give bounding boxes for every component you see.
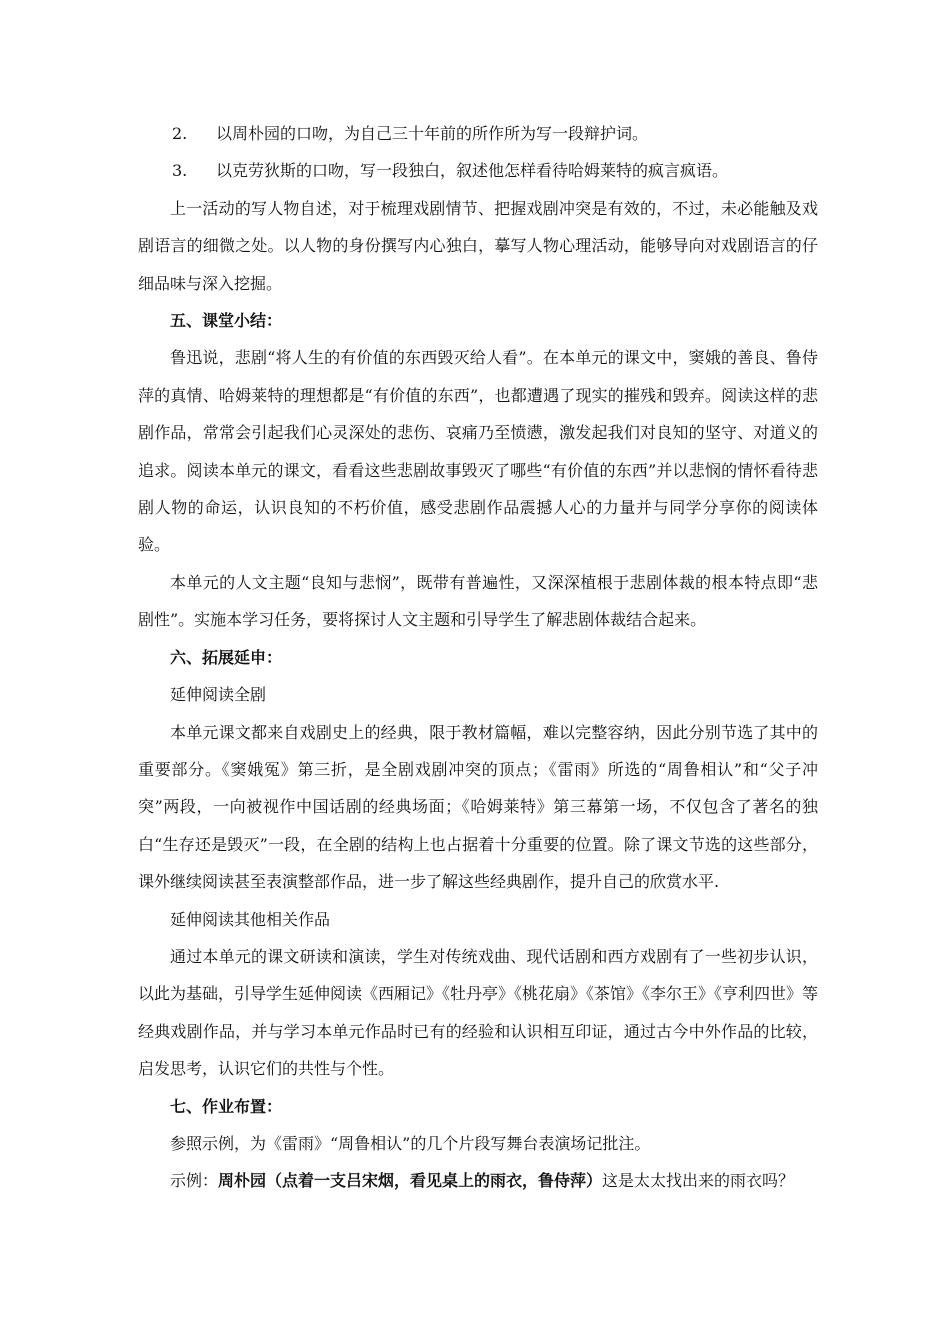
list-item-number: 2.: [172, 124, 188, 143]
example-label: 示例：: [170, 1171, 219, 1191]
example-stage-direction: 周朴园（点着一支吕宋烟，看见桌上的雨衣，鲁侍萍）: [218, 1171, 603, 1191]
example-line: 这是太太找出来的雨衣吗？: [602, 1171, 795, 1191]
section-heading-summary: 五、课堂小结：: [170, 311, 283, 331]
paragraph-summary-1: 鲁迅说，悲剧“将人生的有价值的东西毁灭给人看”。在本单元的课文中，窦娥的善良、鲁侍萍的真情、哈姆莱特的理想都是“有价值的东西”，也都遭遇了现实的摧残和毁弃。阅读这样的悲剧作品，常常会引起我们心灵深处的悲伤、哀痛乃至愤懑，激发起我们对良知的坚守、对道义的追求。阅读本单元的课文，看看这些悲剧故事毁灭了哪些“有价值的东西”并以悲悯的情怀看待悲剧人物的命运，认识良知的不朽价值，感受悲剧作品震撼人心的力量并与同学分享你的阅读体验。: [138, 348, 818, 555]
paragraph-extension-1: 本单元课文都来自戏剧史上的经典，限于教材篇幅，难以完整容纳，因此分别节选了其中的重要部分。《窦娥冤》第三折，是全剧戏剧冲突的顶点；《雷雨》所选的“周鲁相认”和“父子冲突”两段，一向被视作中国话剧的经典场面；《哈姆莱特》第三幕第一场，不仅包含了著名的独白“生存还是毁灭”一段，在全剧的结构上也占据着十分重要的位置。除了课文节选的这些部分，课外继续阅读甚至表演整部作品，进一步了解这些经典剧作，提升自己的欣赏水平.: [138, 722, 818, 892]
paragraph-summary-2: 本单元的人文主题“良知与悲悯”，既带有普遍性，又深深植根于悲剧体裁的根本特点即“悲剧性”。实施本学习任务，要将探讨人文主题和引导学生了解悲剧体裁结合起来。: [138, 572, 818, 630]
document-body: [138, 115, 818, 1200]
paragraph-example: [138, 1162, 818, 1199]
subheading-related-works: 延伸阅读其他相关作品: [170, 909, 331, 929]
paragraph-homework: 参照示例，为《雷雨》“周鲁相认”的几个片段写舞台表演场记批注。: [170, 1133, 651, 1153]
list-item: [138, 115, 818, 152]
list-item-text: 以克劳狄斯的口吻，写一段独白，叙述他怎样看待哈姆莱特的疯言疯语。: [216, 161, 729, 181]
list-item-number: 3.: [172, 161, 188, 181]
list-item-text: 以周朴园的口吻，为自己三十年前的所作所为写一段辩护词。: [216, 124, 649, 143]
paragraph-activity: 上一活动的写人物自述，对于梳理戏剧情节、把握戏剧冲突是有效的，不过，未必能触及戏剧语言的细微之处。以人物的身份撰写内心独白，摹写人物心理活动，能够导向对戏剧语言的仔细品味与深入挖掘。: [138, 198, 818, 293]
list-item: [138, 152, 818, 189]
section-heading-homework: 七、作业布置：: [170, 1096, 283, 1116]
subheading-full-play: 延伸阅读全剧: [170, 685, 267, 705]
paragraph-extension-2: 通过本单元的课文研读和演读，学生对传统戏曲、现代话剧和西方戏剧有了一些初步认识，以此为基础，引导学生延伸阅读《西厢记》《牡丹亭》《桃花扇》《茶馆》《李尔王》《亨利四世》等经典戏剧作品，并与学习本单元作品时已有的经验和认识相互印证，通过古今中外作品的比较，启发思考，认识它们的共性与个性。: [138, 946, 819, 1079]
section-heading-extension: 六、拓展延申：: [170, 647, 283, 667]
